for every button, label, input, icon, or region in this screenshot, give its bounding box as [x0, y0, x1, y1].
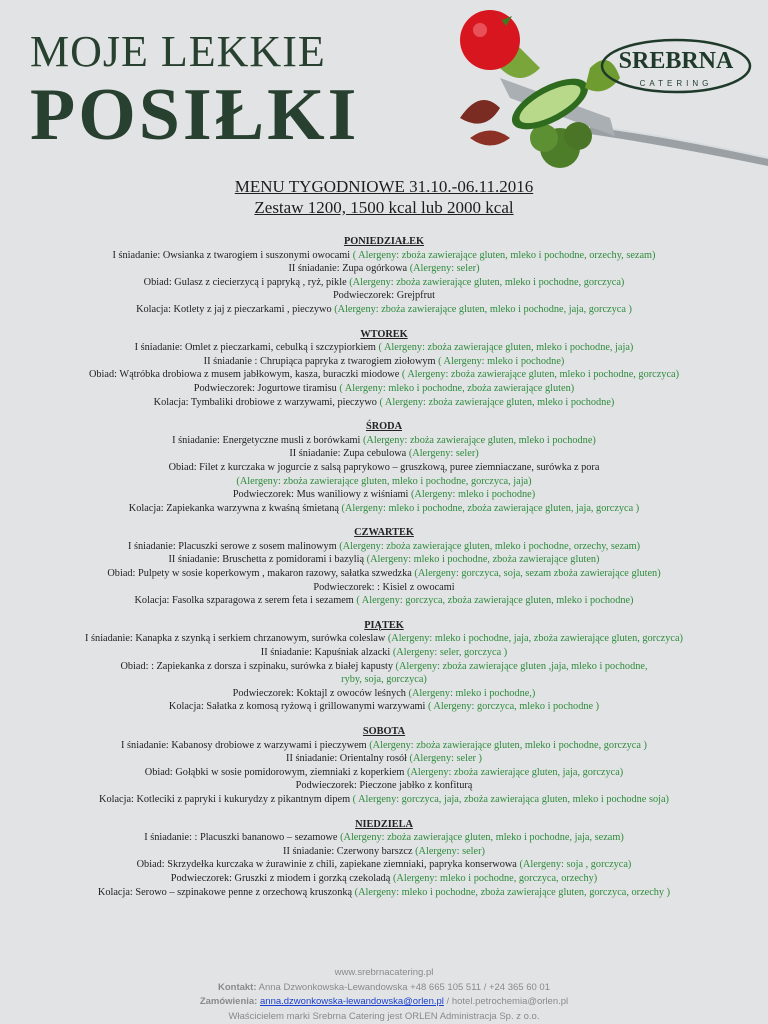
meal-line	[0, 540, 768, 554]
footer-orders	[0, 995, 768, 1010]
allergen-text: ( Alergeny: zboża zawierające gluten, mleko i pochodne, jaja)	[378, 342, 634, 354]
day-heading: ŚRODA	[365, 421, 403, 433]
meal-line	[0, 368, 768, 382]
meal-text: II śniadanie: Kapuśniak alzacki	[260, 647, 393, 659]
meal-text: II śniadanie: Czerwony barszcz	[283, 845, 416, 857]
allergen-text: (Alergeny: zboża zawierające gluten, mleko i pochodne, gorczyca )	[369, 739, 647, 751]
allergen-text: (Alergeny: mleko i pochodne,)	[408, 687, 536, 699]
set-title: Zestaw 1200, 1500 kcal lub 2000 kcal	[254, 198, 514, 217]
meal-text: Kolacja: Kotlety z jaj z pieczarkami , pieczywo	[136, 303, 335, 315]
allergen-text: (Alergeny: zboża zawierające gluten, mleko i pochodne, gorczyca, jaja)	[236, 475, 532, 487]
meal-text: Kolacja: Kotleciki z papryki i kukurydzy z pikantnym dipem	[99, 793, 353, 805]
meal-text: Kolacja: Zapiekanka warzywna z kwaśną śmietaną	[128, 502, 342, 514]
allergen-text: (Alergeny: mleko i pochodne, zboża zawierające gluten, gorczyca, orzechy )	[354, 886, 671, 898]
allergen-text: (Alergeny: zboża zawierające gluten, mleko i pochodne, gorczyca)	[349, 276, 625, 288]
weekly-menu	[0, 235, 768, 899]
meal-text: Obiad: Gulasz z ciecierzycą i papryką , ryż, pikle	[143, 276, 350, 288]
meal-line	[0, 475, 768, 489]
meal-line	[0, 831, 768, 845]
day-heading: NIEDZIELA	[355, 818, 413, 830]
meal-text: II śniadanie: Bruschetta z pomidorami i bazylią	[168, 554, 367, 566]
allergen-text: ( Alergeny: gorczyca, mleko i pochodne )	[427, 701, 600, 713]
meal-line	[0, 793, 768, 807]
meal-line	[0, 434, 768, 448]
allergen-text: (Alergeny: zboża zawierające gluten, mleko i pochodne, jaja, gorczyca )	[334, 303, 632, 315]
meal-line	[0, 700, 768, 714]
meal-line	[0, 845, 768, 859]
footer	[0, 966, 768, 1024]
meal-text: Obiad: Skrzydełka kurczaka w żurawinie z chili, zapiekane ziemniaki, papryka konserwowa	[136, 859, 520, 871]
allergen-text: ( Alergeny: gorczyca, zboża zawierające gluten, mleko i pochodne)	[356, 595, 634, 607]
meal-text: Podwieczorek: Koktajl z owoców leśnych	[232, 687, 409, 699]
meal-line	[0, 660, 768, 674]
allergen-text: (Alergeny: zboża zawierające gluten ,jaja, mleko i pochodne,	[395, 660, 648, 672]
meal-line	[0, 355, 768, 369]
orders-rest: / hotel.petrochemia@orlen.pl	[443, 996, 569, 1007]
meal-text: Podwieczorek: Gruszki z miodem i gorzką czekoladą	[170, 872, 393, 884]
meal-line	[0, 779, 768, 793]
allergen-text: (Alergeny: seler)	[409, 263, 480, 275]
allergen-text: (Alergeny: mleko i pochodne, zboża zawierające gluten)	[366, 554, 600, 566]
allergen-text: (Alergeny: mleko i pochodne)	[410, 489, 536, 501]
meal-text: II śniadanie: Orientalny rosół	[286, 753, 410, 765]
meal-text: Podwieczorek: Jogurtowe tiramisu	[193, 382, 340, 394]
allergen-text: (Alergeny: zboża zawierające gluten, mleko i pochodne, jaja, sezam)	[340, 832, 624, 844]
meal-text: Kolacja: Sałatka z komosą ryżową i grillowanymi warzywami	[168, 701, 428, 713]
meal-text: Podwieczorek: Mus waniliowy z wiśniami	[232, 489, 411, 501]
allergen-text: ( Alergeny: zboża zawierające gluten, mleko i pochodne, gorczyca)	[401, 369, 680, 381]
allergen-text: (Alergeny: soja , gorczyca)	[519, 859, 632, 871]
day-heading: WTOREK	[360, 328, 408, 340]
meal-text: Podwieczorek: : Kisiel z owocami	[313, 581, 455, 593]
meal-line	[0, 289, 768, 303]
logo-sub: CATERING	[639, 79, 713, 88]
meal-text: Obiad: Filet z kurczaka w jogurcie z salsą paprykowo – gruszkową, puree ziemniaczane, surówka z pora	[168, 461, 600, 473]
allergen-text: (Alergeny: zboża zawierające gluten, mleko i pochodne, orzechy, sezam)	[339, 540, 641, 552]
meal-line	[0, 766, 768, 780]
orders-label: Zamówienia:	[199, 996, 258, 1007]
meal-line	[0, 739, 768, 753]
allergen-text: ( Alergeny: zboża zawierające gluten, mleko i pochodne, orzechy, sezam)	[352, 249, 656, 261]
meal-text: Kolacja: Tymbaliki drobiowe z warzywami, pieczywo	[153, 396, 380, 408]
contact-text: Anna Dzwonkowska-Lewandowska +48 665 105 511 / +24 365 60 01	[256, 981, 550, 993]
menu-header	[0, 176, 768, 218]
footer-contact	[0, 981, 768, 996]
title-line-1: MOJE LEKKIE	[30, 27, 326, 76]
meal-line	[0, 502, 768, 516]
allergen-text: (Alergeny: zboża zawierające gluten, mleko i pochodne)	[363, 434, 596, 446]
meal-line	[0, 262, 768, 276]
meal-line	[0, 872, 768, 886]
allergen-text: (Alergeny: seler)	[408, 448, 479, 460]
meal-line	[0, 687, 768, 701]
meal-text: Podwieczorek: Pieczone jabłko z konfiturą	[295, 780, 473, 792]
meal-line	[0, 673, 768, 687]
meal-line	[0, 567, 768, 581]
meal-text: Obiad: : Zapiekanka z dorsza i szpinaku, surówka z białej kapusty	[120, 660, 396, 672]
allergen-text: ( Alergeny: mleko i pochodne)	[438, 355, 565, 367]
meal-text: I śniadanie: : Placuszki bananowo – sezamowe	[144, 832, 341, 844]
meal-text: Podwieczorek: Grejpfrut	[332, 290, 436, 302]
meal-text: Kolacja: Fasolka szparagowa z serem feta i sezamem	[134, 595, 357, 607]
meal-text: I śniadanie: Kanapka z szynką i serkiem chrzanowym, surówka coleslaw	[85, 633, 388, 645]
title-line-2: POSIŁKI	[30, 74, 360, 156]
contact-label: Kontakt:	[217, 981, 257, 993]
footer-owner: Właścicielem marki Srebrna Catering jest ORLEN Administracja Sp. z o.o.	[228, 1010, 540, 1022]
meal-text: I śniadanie: Kabanosy drobiowe z warzywami i pieczywem	[121, 739, 370, 751]
meal-line	[0, 447, 768, 461]
meal-line	[0, 341, 768, 355]
meal-line	[0, 553, 768, 567]
meal-text: II śniadanie: Zupa cebulowa	[289, 448, 409, 460]
meal-text: Obiad: Wątróbka drobiowa z musem jabłkowym, kasza, buraczki miodowe	[88, 369, 402, 381]
meal-text: I śniadanie: Omlet z pieczarkami, cebulką i szczypiorkiem	[134, 342, 379, 354]
allergen-text: (Alergeny: seler )	[409, 753, 482, 765]
meal-line	[0, 396, 768, 410]
meal-line	[0, 461, 768, 475]
allergen-text: (Alergeny: mleko i pochodne, jaja, zboża zawierające gluten, gorczyca)	[387, 633, 683, 645]
allergen-text: (Alergeny: seler)	[415, 845, 485, 857]
meal-line	[0, 249, 768, 263]
allergen-text: (Alergeny: zboża zawierające gluten, jaja, gorczyca)	[407, 766, 624, 778]
footer-site[interactable]: www.srebrnacatering.pl	[334, 967, 434, 978]
meal-line	[0, 858, 768, 872]
meal-line	[0, 752, 768, 766]
meal-text: II śniadanie : Chrupiąca papryka z twarogiem ziołowym	[203, 355, 439, 367]
day-heading: SOBOTA	[362, 726, 406, 737]
meal-line	[0, 886, 768, 900]
allergen-text: (Alergeny: mleko i pochodne, zboża zawierające gluten, jaja, gorczyca )	[341, 502, 640, 514]
week-title: MENU TYGODNIOWE 31.10.-06.11.2016	[234, 177, 534, 196]
day-heading: CZWARTEK	[354, 527, 414, 539]
day-heading: PIĄTEK	[364, 619, 404, 631]
meal-line	[0, 632, 768, 646]
meal-line	[0, 276, 768, 290]
meal-line	[0, 488, 768, 502]
meal-text: I śniadanie: Placuszki serowe z sosem malinowym	[127, 540, 340, 552]
meal-text: I śniadanie: Energetyczne musli z borówkami	[172, 434, 363, 446]
meal-text: I śniadanie: Owsianka z twarogiem i suszonymi owocami	[112, 249, 353, 261]
allergen-text: ( Alergeny: mleko i pochodne, zboża zawierające gluten)	[339, 382, 575, 394]
allergen-text: ( Alergeny: zboża zawierające gluten, mleko i pochodne)	[379, 396, 615, 408]
day-heading: PONIEDZIAŁEK	[343, 236, 425, 247]
logo-name: SREBRNA	[618, 48, 734, 74]
meal-text: II śniadanie: Zupa ogórkowa	[288, 263, 410, 275]
meal-line	[0, 646, 768, 660]
allergen-text: ryby, soja, gorczyca)	[341, 674, 427, 686]
meal-text: Obiad: Gołąbki w sosie pomidorowym, ziemniaki z koperkiem	[144, 766, 407, 778]
meal-text: Obiad: Pulpety w sosie koperkowym , makaron razowy, sałatka szwedzka	[107, 568, 415, 580]
meal-text: Kolacja: Serowo – szpinakowe penne z orzechową kruszonką	[97, 886, 355, 898]
meal-line	[0, 581, 768, 595]
allergen-text: (Alergeny: gorczyca, soja, sezam zboża zawierające gluten)	[414, 568, 661, 580]
orders-email-link[interactable]: anna.dzwonkowska-lewandowska@orlen.pl	[260, 996, 444, 1007]
allergen-text: ( Alergeny: gorczyca, jaja, zboża zawierająca gluten, mleko i pochodne soja)	[352, 793, 669, 805]
allergen-text: (Alergeny: mleko i pochodne, gorczyca, orzechy)	[392, 872, 598, 884]
srebrna-catering-logo	[600, 38, 752, 98]
allergen-text: (Alergeny: seler, gorczyca )	[392, 647, 508, 659]
meal-line	[0, 382, 768, 396]
meal-line	[0, 594, 768, 608]
meal-line	[0, 303, 768, 317]
